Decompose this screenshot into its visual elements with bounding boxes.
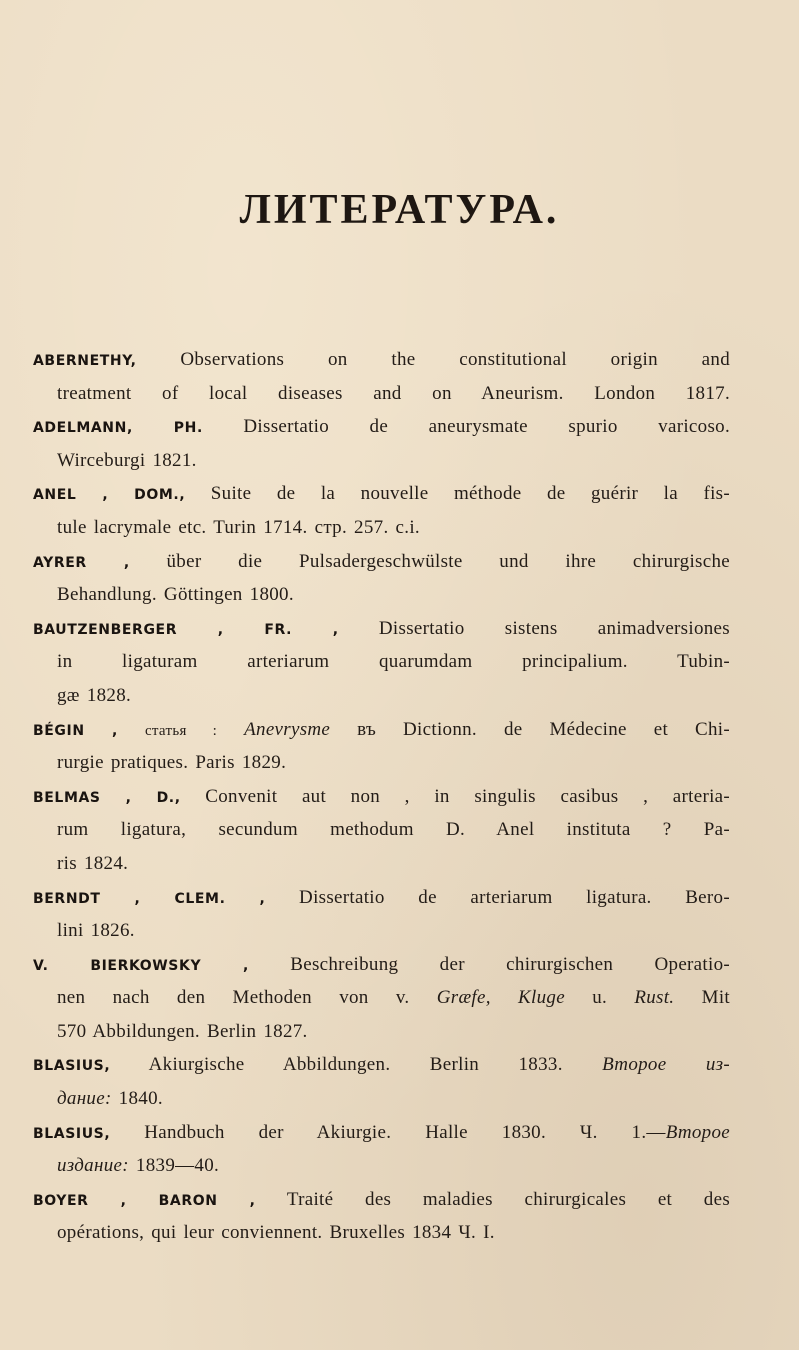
bibliography-entry-line — [33, 444, 730, 478]
bibliography-entry-line — [33, 948, 730, 982]
entry-italic-text: Второе из- — [602, 1054, 730, 1076]
bibliography-entry-line — [33, 377, 730, 411]
entry-text: Convenit aut non , in singulis casibus , arteria- — [205, 785, 731, 807]
bibliography-entry-line — [33, 746, 730, 780]
entry-author: V. BIERKOWSKY , — [33, 957, 249, 974]
entry-author: BLASIUS, — [33, 1125, 111, 1142]
bibliography-entry-line — [33, 1216, 730, 1250]
bibliography-entry-line — [33, 343, 730, 377]
entry-text: Beschreibung der chirurgischen Operatio- — [290, 953, 730, 975]
entry-text: lini 1826. — [57, 920, 135, 942]
entry-italic-text: дание: — [57, 1088, 112, 1110]
entry-italic-text: Rust. — [634, 987, 675, 1009]
entry-text: rum ligatura, secundum methodum D. Anel instituta ? Pa- — [57, 819, 730, 841]
entry-text: Dissertatio de aneurysmate spurio varicoso. — [243, 416, 730, 438]
entry-text: Suite de la nouvelle méthode de guérir la fis- — [210, 483, 730, 505]
bibliography-entry-line — [33, 914, 730, 948]
entry-text: Dissertatio de arteriarum ligatura. Bero- — [299, 886, 730, 908]
entry-text: 570 Abbildungen. Berlin 1827. — [57, 1020, 308, 1042]
entry-text: въ Dictionn. de Médecine et Chi- — [357, 718, 730, 740]
entry-text: Dissertatio sistens animadversiones — [378, 617, 730, 639]
entry-author: BOYER , BARON , — [33, 1192, 256, 1209]
bibliography-entry-line — [33, 813, 730, 847]
bibliography-entry-line — [33, 645, 730, 679]
bibliography-entry-line — [33, 780, 730, 814]
entry-text: nen nach den Methoden von v. — [57, 987, 410, 1009]
page-title: ЛИТЕРАТУРА. — [239, 187, 560, 233]
entry-text: u. — [592, 987, 608, 1009]
entry-text: über die Pulsadergeschwülste und ihre chirurgische — [166, 550, 730, 572]
bibliography-entry-line — [33, 612, 730, 646]
entry-text: ris 1824. — [57, 852, 129, 874]
bibliography-entry-line — [33, 477, 730, 511]
bibliography-entry-line — [33, 1082, 730, 1116]
entry-author: AYRER , — [33, 554, 130, 571]
entry-author: BLASIUS, — [33, 1058, 111, 1075]
entry-text: статья : — [144, 722, 218, 739]
entry-text: treatment of local diseases and on Aneurism. London 1817. — [57, 382, 730, 404]
entry-text: opérations, qui leur conviennent. Bruxelles 1834 Ч. I. — [57, 1222, 495, 1244]
entry-author: ADELMANN, PH. — [33, 420, 203, 437]
entry-italic-text: Второе — [665, 1121, 730, 1143]
bibliography-entry-line — [33, 679, 730, 713]
bibliography-entry-line — [33, 511, 730, 545]
entry-text: Behandlung. Göttingen 1800. — [57, 584, 294, 606]
bibliography-entry-line — [33, 1048, 730, 1082]
entry-italic-text: Anevrysme — [244, 718, 331, 740]
bibliography-entry-line — [33, 847, 730, 881]
entry-text: in ligaturam arteriarum quarumdam principalium. Tubin- — [57, 651, 730, 673]
entry-author: BAUTZENBERGER , FR. , — [33, 621, 339, 638]
bibliography-entry-line — [33, 1183, 730, 1217]
bibliography-entry-line — [33, 713, 730, 747]
entry-author: BELMAS , D., — [33, 789, 181, 806]
entry-text: tule lacrymale etc. Turin 1714. стр. 257. с.і. — [57, 516, 420, 538]
entry-text: Observations on the constitutional origin and — [180, 349, 730, 370]
entry-author: ANEL , DOM., — [33, 487, 186, 504]
entry-text: rurgie pratiques. Paris 1829. — [57, 752, 287, 774]
bibliography-entry-line — [33, 578, 730, 612]
entry-text: Akiurgische Abbildungen. Berlin 1833. — [148, 1054, 563, 1076]
entry-text: 1840. — [118, 1088, 163, 1110]
entry-author: BERNDT , CLEM. , — [33, 890, 266, 907]
entry-text: Traité des maladies chirurgicales et des — [286, 1188, 731, 1210]
entry-text: Handbuch der Akiurgie. Halle 1830. Ч. 1.— — [144, 1121, 666, 1143]
entry-text: gæ 1828. — [57, 684, 132, 706]
bibliography-entry-line — [33, 881, 730, 915]
entry-text: 1839—40. — [135, 1155, 220, 1177]
bibliography-entry-line — [33, 410, 730, 444]
bibliography-entry-line — [33, 1015, 730, 1049]
bibliography-list — [33, 343, 730, 1250]
entry-author: ABERNETHY, — [33, 353, 137, 369]
entry-italic-text: Græfe, Kluge — [436, 987, 565, 1009]
bibliography-entry-line — [33, 1149, 730, 1183]
bibliography-entry-line — [33, 1116, 730, 1150]
entry-text: Wirceburgi 1821. — [57, 449, 197, 471]
entry-italic-text: издание: — [57, 1155, 129, 1177]
bibliography-entry-line — [33, 981, 730, 1015]
entry-author: BÉGIN , — [33, 722, 118, 739]
bibliography-entry-line — [33, 545, 730, 579]
entry-text: Mit — [701, 987, 730, 1009]
